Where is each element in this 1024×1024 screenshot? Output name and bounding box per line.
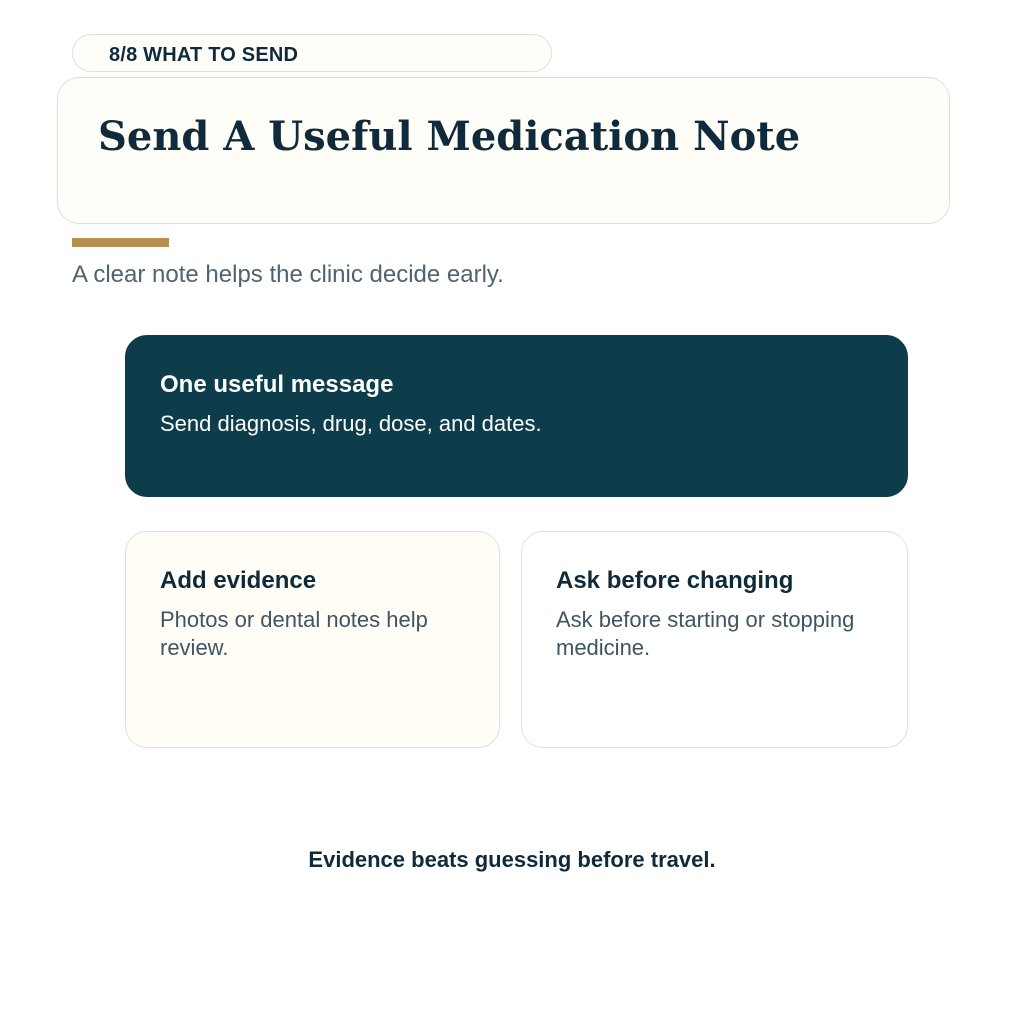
- page-subtitle: A clear note helps the clinic decide early.: [72, 261, 504, 288]
- card-title: Ask before changing: [556, 567, 794, 594]
- title-card: [57, 77, 950, 224]
- card-add-evidence: [125, 531, 500, 748]
- card-one-useful-message: [125, 335, 908, 497]
- card-title: One useful message: [160, 371, 394, 398]
- card-ask-before-changing: [521, 531, 908, 748]
- card-body: Send diagnosis, drug, dose, and dates.: [160, 411, 542, 436]
- page-title: Send A Useful Medication Note: [98, 113, 801, 160]
- card-body: Ask before starting or stopping medicine.: [556, 607, 855, 660]
- card-body: Photos or dental notes help review.: [160, 607, 428, 660]
- accent-divider: [72, 238, 169, 247]
- footer-note: Evidence beats guessing before travel.: [308, 847, 716, 872]
- card-title: Add evidence: [160, 567, 317, 594]
- step-label: 8/8 WHAT TO SEND: [109, 44, 299, 66]
- step-indicator: [72, 34, 552, 72]
